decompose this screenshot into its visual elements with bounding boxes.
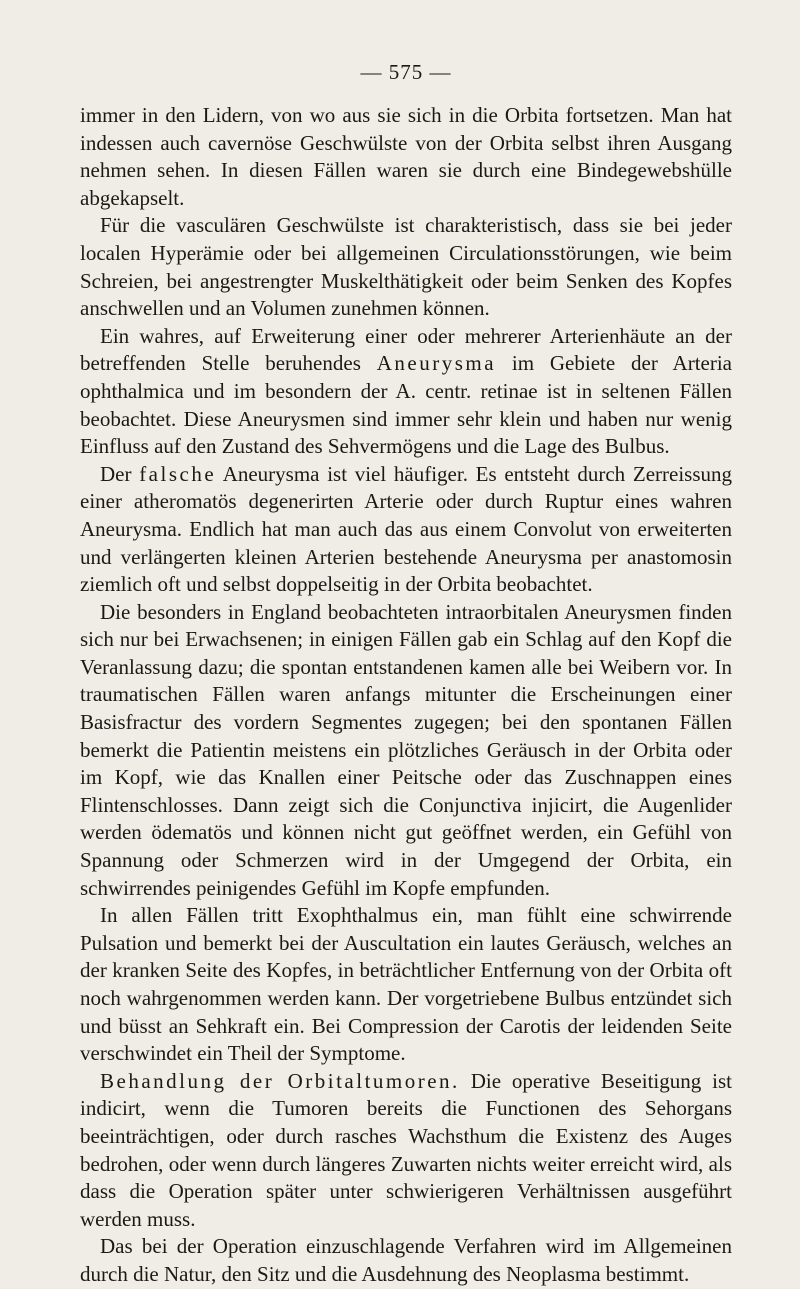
paragraph bbox=[80, 102, 732, 212]
body-text bbox=[80, 102, 732, 1289]
paragraph bbox=[80, 323, 732, 461]
section-heading: Behandlung der Orbitaltumoren. bbox=[100, 1068, 460, 1093]
paragraph-text: Ein wahres, auf Erweiterung einer oder mehrerer Arterienhäute an der betreffenden Stelle beruhendes bbox=[80, 323, 732, 376]
paragraph-text: Der bbox=[100, 461, 140, 486]
paragraph-text: im Gebiete der Arteria ophthalmica und im besondern der A. centr. retinae ist in seltenen Fällen beobachtet. Diese Aneurysmen sind immer sehr klein und haben nur wenig Einfluss auf den Zustand des Sehvermögens und die Lage des Bulbus. bbox=[80, 351, 732, 459]
paragraph bbox=[80, 1068, 732, 1234]
paragraph bbox=[80, 1233, 732, 1288]
paragraph bbox=[80, 902, 732, 1068]
paragraph-text: Für die vasculären Geschwülste ist charakteristisch, dass sie bei jeder localen Hyperämie oder bei allgemeinen Circulationsstörungen, wie beim Schreien, bei angestrengter Muskelthätigkeit oder beim Senken des Kopfes anschwellen und an Volumen zunehmen können. bbox=[80, 213, 732, 321]
paragraph-text: Die besonders in England beobachteten intraorbitalen Aneurysmen finden sich nur bei Erwachsenen; in einigen Fällen gab ein Schlag auf den Kopf die Veranlassung dazu; die spontan entstandenen kamen alle bei Weibern vor. In traumatischen Fällen waren anfangs mitunter die Erscheinungen einer Basisfractur des vordern Segmentes zugegen; bei den spontanen Fällen bemerkt die Patientin meistens ein plötzliches Geräusch in der Orbita oder im Kopf, wie das Knallen einer Peitsche oder das Zuschnappen eines Flintenschlosses. Dann zeigt sich die Conjunctiva injicirt, die Augenlider werden ödematös und können nicht gut geöffnet werden, ein Gefühl von Spannung oder Schmerzen wird in der Umgegend der Orbita, ein schwirrendes peinigendes Gefühl im Kopfe empfunden. bbox=[80, 599, 732, 900]
paragraph bbox=[80, 461, 732, 599]
paragraph-text: In allen Fällen tritt Exophthalmus ein, man fühlt eine schwirrende Pulsation und bemerkt bei der Auscultation ein lautes Geräusch, welches an der kranken Seite des Kopfes, in beträchtlicher Entfernung von der Orbita oft noch wahrgenommen werden kann. Der vorgetriebene Bulbus entzündet sich und büsst an Sehkraft ein. Bei Compression der Carotis der leidenden Seite verschwindet ein Theil der Symptome. bbox=[80, 903, 732, 1066]
paragraph-text: Die operative Beseitigung ist indicirt, wenn die Tumoren bereits die Functionen des Sehorgans beeinträchtigen, oder durch rasches Wachsthum die Existenz des Auges bedrohen, oder wenn durch längeres Zuwarten nichts weiter erreicht wird, als dass die Operation später unter schwierigeren Verhältnissen ausgeführt werden muss. bbox=[80, 1068, 732, 1231]
paragraph bbox=[80, 212, 732, 322]
paragraph-text: immer in den Lidern, von wo aus sie sich in die Orbita fortsetzen. Man hat indessen auch cavernöse Geschwülste von der Orbita selbst ihren Ausgang nehmen sehen. In diesen Fällen waren sie durch eine Bindegewebshülle abgekapselt. bbox=[80, 103, 732, 210]
emphasized-term: Aneurysma bbox=[376, 351, 497, 376]
paragraph-text: Aneurysma ist viel häufiger. Es entsteht durch Zerreissung einer atheromatös degenerirten Arterie oder durch Ruptur eines wahren Aneurysma. Endlich hat man auch das aus einem Convolut von erweiterten und verlängerten kleinen Arterien bestehende Aneurysma per anastomosin ziemlich oft und selbst doppelseitig in der Orbita beobachtet. bbox=[80, 461, 732, 597]
paragraph bbox=[80, 599, 732, 903]
page-number: — 575 — bbox=[360, 60, 452, 84]
paragraph-text: Das bei der Operation einzuschlagende Verfahren wird im Allgemeinen durch die Natur, den Sitz und die Ausdehnung des Neoplasma bestimmt. bbox=[80, 1234, 732, 1286]
emphasized-term: falsche bbox=[139, 461, 217, 486]
